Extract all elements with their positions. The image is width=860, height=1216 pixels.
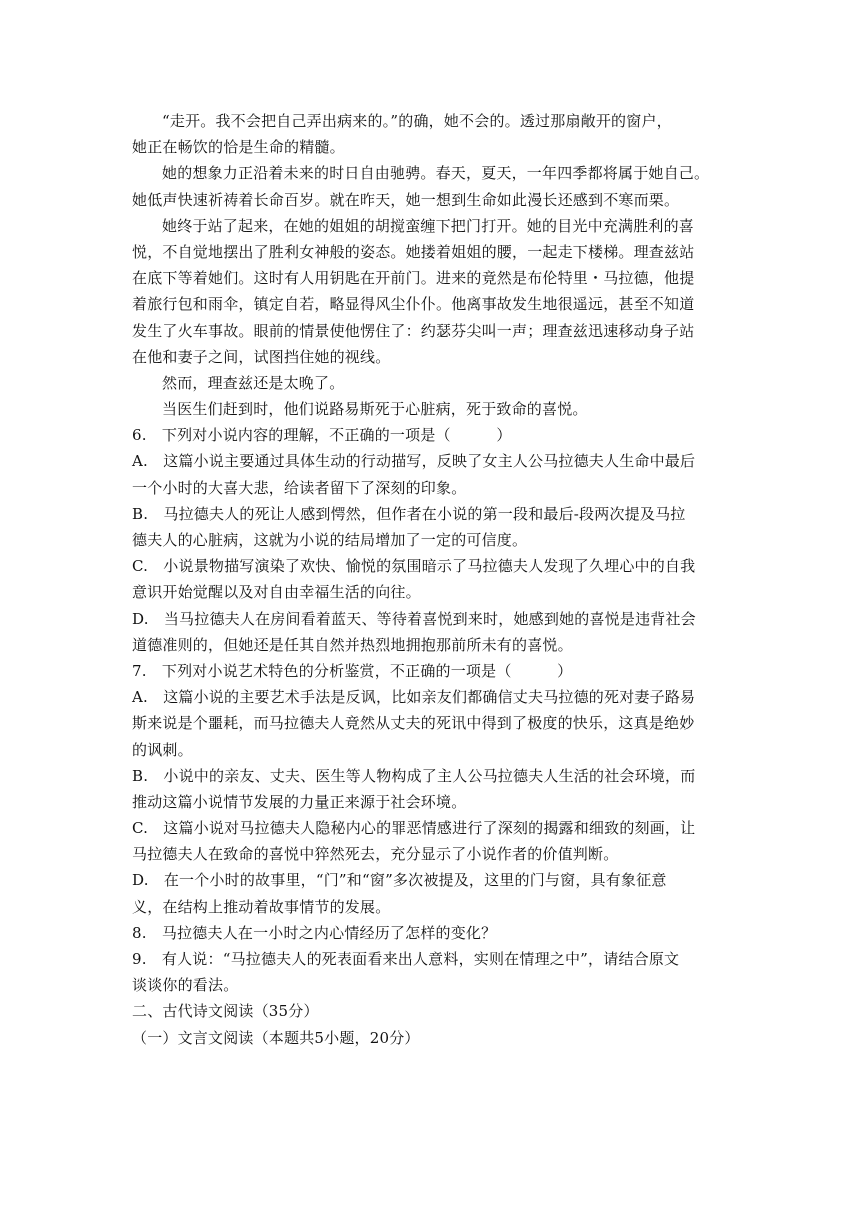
question-7-stem: 7. 下列对小说艺术特色的分析鉴赏，不正确的一项是（ ） xyxy=(132,661,573,680)
question-6-option-c-cont: 意识开始觉醒以及对自由幸福生活的向往。 xyxy=(132,583,421,602)
question-7-option-a-cont: 的讽刺。 xyxy=(132,740,193,759)
question-8: 8. 马拉德夫人在一小时之内心情经历了怎样的变化？ xyxy=(132,923,497,942)
subsection-heading: （一）文言文阅读（本题共5小题，20分） xyxy=(132,1028,420,1047)
question-7-option-d: D. 在一个小时的故事里，“门”和“窗”多次被提及，这里的门与窗，具有象征意 xyxy=(132,871,667,890)
question-9: 9. 有人说：“马拉德夫人的死表面看来出人意料，实则在情理之中”，请结合原文 xyxy=(132,950,680,968)
question-6-option-d-cont: 道德准则的，但她还是任其自然并热烈地拥抱那前所未有的喜悦。 xyxy=(132,635,573,654)
paragraph-line: 她低声快速祈祷着长命百岁。就在昨天，她一想到生命如此漫长还感到不寒而栗。 xyxy=(132,190,680,209)
paragraph-line: 当医生们赶到时，他们说路易斯死于心脏病，死于致命的喜悦。 xyxy=(162,400,588,419)
paragraph-line: 悦，不自觉地摆出了胜利女神般的姿态。她搂着姐姐的腰，一起走下楼梯。理查兹站 xyxy=(132,242,695,261)
question-6-option-b: B. 马拉德夫人的死让人感到愕然，但作者在小说的第一段和最后-段两次提及马拉 xyxy=(132,504,686,523)
question-7-option-c-cont: 马拉德夫人在致命的喜悦中猝然死去，充分显示了小说作者的价值判断。 xyxy=(132,845,619,864)
paragraph-line: 在他和妻子之间，试图挡住她的视线。 xyxy=(132,347,391,366)
question-6-option-d: D. 当马拉德夫人在房间看着蓝天、等待着喜悦到来时，她感到她的喜悦是违背社会 xyxy=(132,609,696,628)
paragraph-line: 然而，理查兹还是太晚了。 xyxy=(162,373,345,392)
paragraph-line: 发生了火车事故。眼前的情景使他愣住了：约瑟芬尖叫一声；理查兹迅速移动身子站 xyxy=(132,321,695,340)
paragraph-line: 在底下等着她们。这时有人用钥匙在开前门。进来的竟然是布伦特里・马拉德，他提 xyxy=(132,269,695,288)
question-7-option-b-cont: 推动这篇小说情节发展的力量正来源于社会环境。 xyxy=(132,792,467,811)
question-6-option-a: A. 这篇小说主要通过具体生动的行动描写，反映了女主人公马拉德夫人生命中最后 xyxy=(132,452,696,471)
paragraph-line: 她的想象力正沿着未来的时日自由驰骋。春天，夏天，一年四季都将属于她自己。 xyxy=(162,164,710,183)
question-9-cont: 谈谈你的看法。 xyxy=(132,976,239,995)
question-7-option-b: B. 小说中的亲友、丈夫、医生等人物构成了主人公马拉德夫人生活的社会环境，而 xyxy=(132,766,696,785)
question-6-option-a-cont: 一个小时的大喜大悲，给读者留下了深刻的印象。 xyxy=(132,478,467,497)
question-7-option-d-cont: 义，在结构上推动着故事情节的发展。 xyxy=(132,897,391,916)
section-heading: 二、古代诗文阅读（35分） xyxy=(132,1002,319,1021)
question-6-option-b-cont: 德夫人的心脏病，这就为小说的结局增加了一定的可信度。 xyxy=(132,531,528,549)
question-7-option-a-cont: 斯来说是个噩耗，而马拉德夫人竟然从丈夫的死讯中得到了极度的快乐，这真是绝妙 xyxy=(132,714,695,733)
paragraph-line: 着旅行包和雨伞，镇定自若，略显得风尘仆仆。他离事故发生地很遥远，甚至不知道 xyxy=(132,295,695,314)
question-6-stem: 6. 下列对小说内容的理解，不正确的一项是（ ） xyxy=(132,426,512,445)
question-6-option-c: C. 小说景物描写演染了欢快、愉悦的氛围暗示了马拉德夫人发现了久埋心中的自我 xyxy=(132,557,696,576)
paragraph-line: “走开。我不会把自己弄出病来的。”的确，她不会的。透过那扇敞开的窗户， xyxy=(162,112,672,130)
question-7-option-a: A. 这篇小说的主要艺术手法是反讽，比如亲友们都确信丈夫马拉德的死对妻子路易 xyxy=(132,688,696,707)
paragraph-line: 她终于站了起来，在她的姐姐的胡搅蛮缠下把门打开。她的目光中充满胜利的喜 xyxy=(162,216,695,235)
document-page xyxy=(132,108,730,1051)
paragraph-line: 她正在畅饮的恰是生命的精髓。 xyxy=(132,138,345,157)
question-7-option-c: C. 这篇小说对马拉德夫人隐秘内心的罪恶情感进行了深刻的揭露和细致的刻画，让 xyxy=(132,819,696,838)
